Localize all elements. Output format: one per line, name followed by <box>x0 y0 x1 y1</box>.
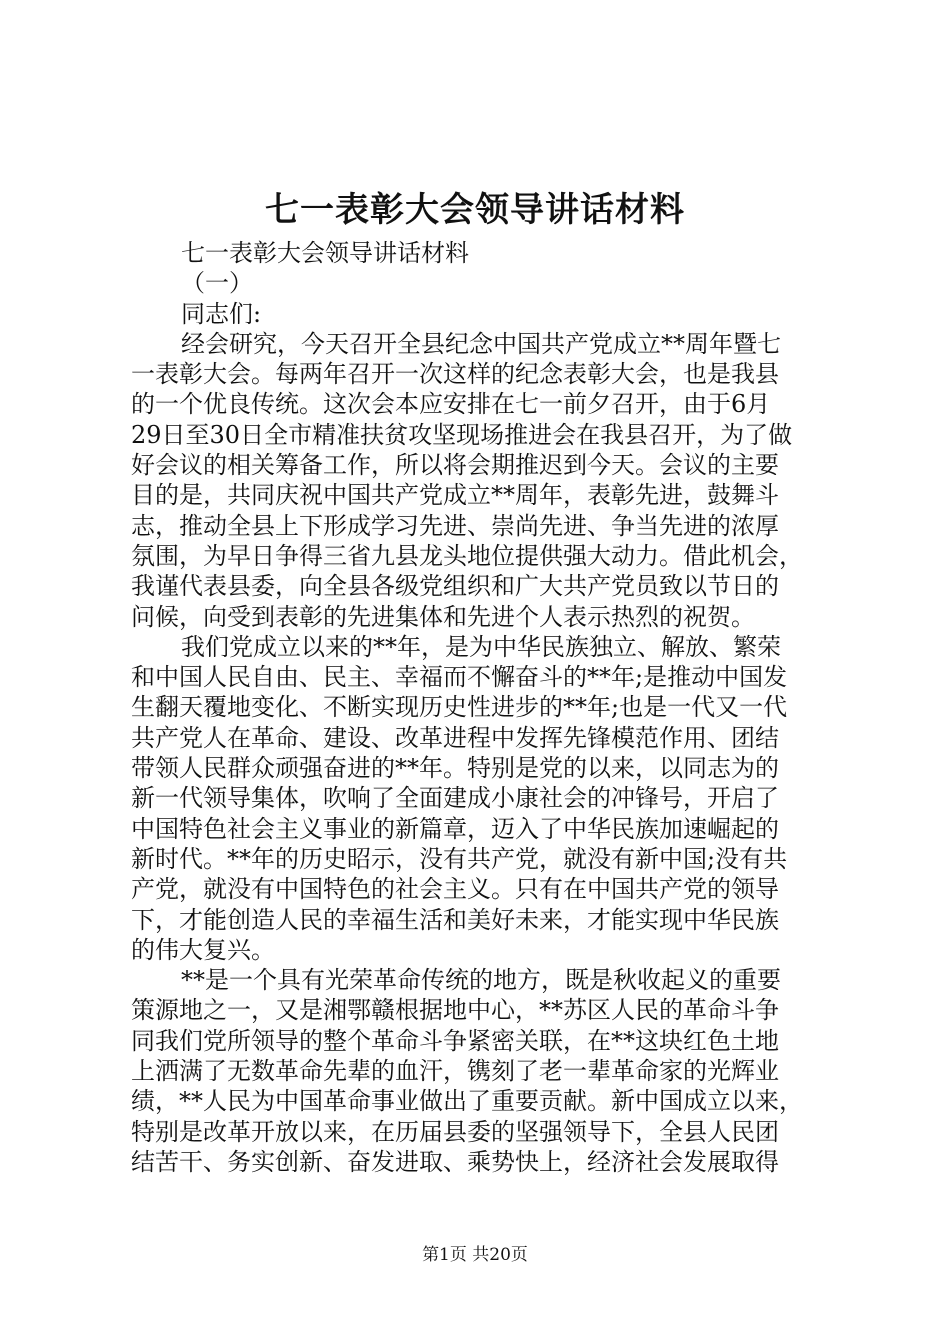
paragraph-line: **是一个具有光荣革命传统的地方，既是秋收起义的重要 <box>181 966 781 995</box>
section-number: （一） <box>181 269 253 298</box>
paragraph-line: 目的是，共同庆祝中国共产党成立**周年，表彰先进，鼓舞斗 <box>131 481 779 510</box>
paragraph-line: 我们党成立以来的**年，是为中华民族独立、解放、繁荣 <box>181 632 781 661</box>
paragraph-line: 一表彰大会。每两年召开一次这样的纪念表彰大会，也是我县 <box>131 360 779 389</box>
paragraph-3 <box>131 965 831 1177</box>
paragraph-line: 问候，向受到表彰的先进集体和先进个人表示热烈的祝贺。 <box>131 602 755 631</box>
document-body <box>131 238 831 1177</box>
paragraph-line: 结苦干、务实创新、奋发进取、乘势快上，经济社会发展取得 <box>131 1147 779 1176</box>
paragraph-line: 新时代。**年的历史昭示，没有共产党，就没有新中国;没有共 <box>131 844 788 873</box>
paragraph-2 <box>131 632 831 965</box>
paragraph-line: 绩，**人民为中国革命事业做出了重要贡献。新中国成立以来， <box>131 1087 803 1116</box>
paragraph-line: 下，才能创造人民的幸福生活和美好未来，才能实现中华民族 <box>131 905 779 934</box>
paragraph-line: 特别是改革开放以来，在历届县委的坚强领导下，全县人民团 <box>131 1117 779 1146</box>
paragraph-line: 好会议的相关筹备工作，所以将会期推迟到今天。会议的主要 <box>131 451 779 480</box>
paragraph-line: 新一代领导集体，吹响了全面建成小康社会的冲锋号，开启了 <box>131 784 779 813</box>
paragraph-line: 生翻天覆地变化、不断实现历史性进步的**年;也是一代又一代 <box>131 693 788 722</box>
paragraph-line: 我谨代表县委，向全县各级党组织和广大共产党员致以节日的 <box>131 572 779 601</box>
paragraph-line: 上洒满了无数革命先辈的血汗，镌刻了老一辈革命家的光辉业 <box>131 1057 779 1086</box>
paragraph-line: 和中国人民自由、民主、幸福而不懈奋斗的**年;是推动中国发 <box>131 663 788 692</box>
paragraph-line: 策源地之一，又是湘鄂赣根据地中心，**苏区人民的革命斗争 <box>131 996 779 1025</box>
paragraph-line: 氛围，为早日争得三省九县龙头地位提供强大动力。借此机会， <box>131 541 803 570</box>
document-title: 七一表彰大会领导讲话材料 <box>265 190 685 230</box>
document-subtitle: 七一表彰大会领导讲话材料 <box>181 239 469 267</box>
salutation: 同志们: <box>181 299 262 328</box>
paragraph-line: 的伟大复兴。 <box>131 935 275 964</box>
paragraph-line: 中国特色社会主义事业的新篇章，迈入了中华民族加速崛起的 <box>131 814 779 843</box>
paragraph-line: 共产党人在革命、建设、改革进程中发挥先锋模范作用、团结 <box>131 723 779 752</box>
paragraph-1 <box>131 329 831 632</box>
paragraph-line: 的一个优良传统。这次会本应安排在七一前夕召开，由于6月 <box>131 390 771 419</box>
paragraph-line: 经会研究，今天召开全县纪念中国共产党成立**周年暨七 <box>181 329 781 358</box>
paragraph-line: 志，推动全县上下形成学习先进、崇尚先进、争当先进的浓厚 <box>131 511 779 540</box>
paragraph-line: 29日至30日全市精准扶贫攻坚现场推进会在我县召开，为了做 <box>131 420 793 449</box>
paragraph-line: 产党，就没有中国特色的社会主义。只有在中国共产党的领导 <box>131 875 779 904</box>
page-footer: 第1页 共20页 <box>422 1245 528 1265</box>
paragraph-line: 同我们党所领导的整个革命斗争紧密关联，在**这块红色土地 <box>131 1026 779 1055</box>
paragraph-line: 带领人民群众顽强奋进的**年。特别是党的以来，以同志为的 <box>131 754 779 783</box>
